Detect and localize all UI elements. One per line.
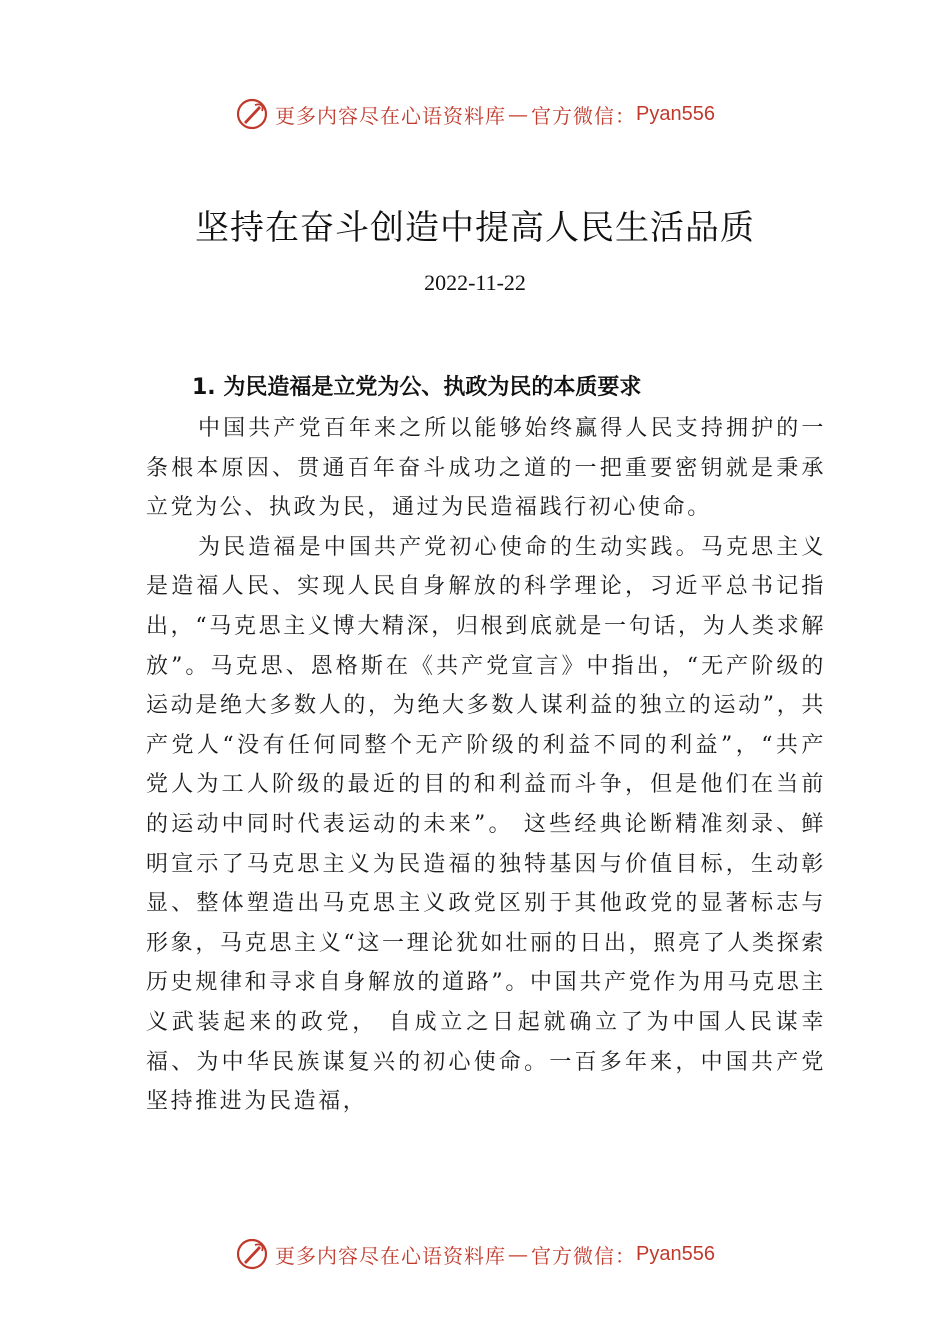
- quill-logo-icon: [235, 1237, 269, 1271]
- header-watermark: [0, 94, 950, 134]
- watermark-official: 官方微信：: [531, 1243, 637, 1268]
- article-body: [146, 409, 826, 1122]
- paragraph-1: 中国共产党百年来之所以能够始终赢得人民支持拥护的一条根本原因、贯通百年奋斗成功之道的一把重要密钥就是秉承立党为公、执政为民，通过为民造福践行初心使命。: [146, 416, 826, 521]
- watermark-text: 更多内容尽在心语资料库: [275, 103, 507, 128]
- section-heading: 1. 为民造福是立党为公、执政为民的本质要求: [192, 375, 642, 400]
- watermark-official: 官方微信：: [531, 103, 637, 128]
- watermark-separator: —: [508, 1242, 530, 1266]
- quill-logo-icon: [235, 97, 269, 131]
- watermark-handle: Pyan556: [636, 102, 715, 125]
- watermark-text: 更多内容尽在心语资料库: [275, 1243, 507, 1268]
- publish-date: 2022-11-22: [424, 270, 526, 295]
- watermark-separator: —: [508, 102, 530, 126]
- footer-watermark: [0, 1234, 950, 1274]
- watermark-handle: Pyan556: [636, 1242, 715, 1265]
- page-title: 坚持在奋斗创造中提高人民生活品质: [195, 208, 755, 248]
- paragraph-2: 为民造福是中国共产党初心使命的生动实践。马克思主义是造福人民、实现人民自身解放的科学理论，习近平总书记指出，“马克思主义博大精深，归根到底就是一句话，为人类求解放”。马克思、恩格斯在《共产党宣言》中指出，“无产阶级的运动是绝大多数人的，为绝大多数人谋利益的独立的运动”，共产党人“没有任何同整个无产阶级的利益不同的利益”，“共产党人为工人阶级的最近的目的和利益而斗争，但是他们在当前的运动中同时代表运动的未来”。 这些经典论断精准刻录、鲜明宣示了马克思主义为民造福的独特基因与价值目标，生动彰显、整体塑造出马克思主义政党区别于其他政党的显著标志与形象，马克思主义“这一理论犹如壮丽的日出，照亮了人类探索历史规律和寻求自身解放的道路”。中国共产党作为用马克思主义武装起来的政党， 自成立之日起就确立了为中国人民谋幸福、为中华民族谋复兴的初心使命。一百多年来，中国共产党坚持推进为民造福，: [146, 534, 826, 1115]
